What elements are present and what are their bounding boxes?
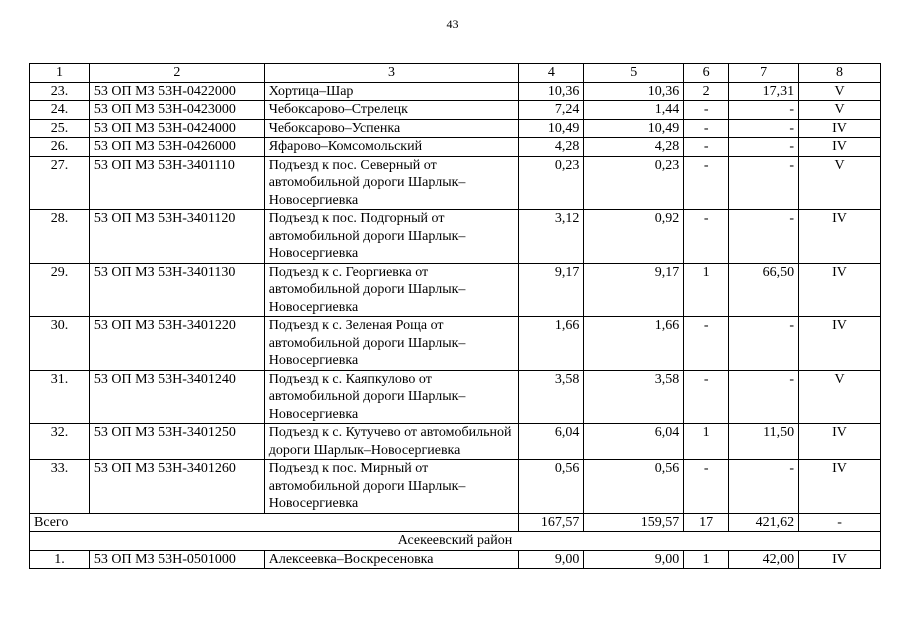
row-number-cell: 24. bbox=[30, 101, 90, 120]
road-name-cell: Чебоксарово–Стрелецк bbox=[264, 101, 519, 120]
col6-cell: - bbox=[684, 156, 729, 210]
col8-cell: IV bbox=[799, 460, 881, 514]
header-cell: 1 bbox=[30, 64, 90, 83]
col7-cell: 17,31 bbox=[729, 82, 799, 101]
row-number-cell: 33. bbox=[30, 460, 90, 514]
col4-cell: 3,58 bbox=[519, 370, 584, 424]
col6-cell: - bbox=[684, 101, 729, 120]
col5-cell: 1,66 bbox=[584, 317, 684, 371]
col7-cell: 42,00 bbox=[729, 550, 799, 569]
col4-cell: 10,49 bbox=[519, 119, 584, 138]
col8-cell: V bbox=[799, 101, 881, 120]
col6-cell: 1 bbox=[684, 550, 729, 569]
table-row bbox=[30, 317, 881, 371]
col4-cell: 7,24 bbox=[519, 101, 584, 120]
col7-cell: - bbox=[729, 101, 799, 120]
road-code-cell: 53 ОП МЗ 53Н-0423000 bbox=[89, 101, 264, 120]
header-cell: 2 bbox=[89, 64, 264, 83]
total-label: Всего bbox=[30, 513, 519, 532]
road-name-cell: Подъезд к с. Кутучево от автомобильной дороги Шарлык–Новосергиевка bbox=[264, 424, 519, 460]
col8-cell: IV bbox=[799, 263, 881, 317]
row-number-cell: 30. bbox=[30, 317, 90, 371]
row-number-cell: 27. bbox=[30, 156, 90, 210]
total-col7: 421,62 bbox=[729, 513, 799, 532]
col6-cell: - bbox=[684, 210, 729, 264]
col4-cell: 10,36 bbox=[519, 82, 584, 101]
header-cell: 7 bbox=[729, 64, 799, 83]
road-name-cell: Подъезд к пос. Мирный от автомобильной дороги Шарлык–Новосергиевка bbox=[264, 460, 519, 514]
col8-cell: IV bbox=[799, 119, 881, 138]
col6-cell: - bbox=[684, 370, 729, 424]
col6-cell: 1 bbox=[684, 424, 729, 460]
table-row bbox=[30, 424, 881, 460]
header-cell: 4 bbox=[519, 64, 584, 83]
col8-cell: IV bbox=[799, 138, 881, 157]
col7-cell: - bbox=[729, 210, 799, 264]
road-code-cell: 53 ОП МЗ 53Н-3401250 bbox=[89, 424, 264, 460]
col8-cell: IV bbox=[799, 317, 881, 371]
row-number-cell: 32. bbox=[30, 424, 90, 460]
col8-cell: V bbox=[799, 82, 881, 101]
road-code-cell: 53 ОП МЗ 53Н-0426000 bbox=[89, 138, 264, 157]
col8-cell: V bbox=[799, 370, 881, 424]
col5-cell: 10,49 bbox=[584, 119, 684, 138]
header-cell: 8 bbox=[799, 64, 881, 83]
row-number-cell: 29. bbox=[30, 263, 90, 317]
col8-cell: V bbox=[799, 156, 881, 210]
col6-cell: - bbox=[684, 138, 729, 157]
road-name-cell: Подъезд к с. Каяпкулово от автомобильной дороги Шарлык–Новосергиевка bbox=[264, 370, 519, 424]
road-code-cell: 53 ОП МЗ 53Н-3401220 bbox=[89, 317, 264, 371]
table-row bbox=[30, 138, 881, 157]
col5-cell: 9,17 bbox=[584, 263, 684, 317]
road-name-cell: Хортица–Шар bbox=[264, 82, 519, 101]
section-header-row bbox=[30, 532, 881, 551]
road-code-cell: 53 ОП МЗ 53Н-3401120 bbox=[89, 210, 264, 264]
header-cell: 3 bbox=[264, 64, 519, 83]
row-number-cell: 23. bbox=[30, 82, 90, 101]
road-code-cell: 53 ОП МЗ 53Н-3401240 bbox=[89, 370, 264, 424]
road-name-cell: Подъезд к с. Георгиевка от автомобильной дороги Шарлык–Новосергиевка bbox=[264, 263, 519, 317]
roads-table bbox=[29, 63, 881, 569]
col6-cell: - bbox=[684, 119, 729, 138]
col4-cell: 0,56 bbox=[519, 460, 584, 514]
road-code-cell: 53 ОП МЗ 53Н-0422000 bbox=[89, 82, 264, 101]
road-code-cell: 53 ОП МЗ 53Н-0424000 bbox=[89, 119, 264, 138]
table-row bbox=[30, 101, 881, 120]
col6-cell: 1 bbox=[684, 263, 729, 317]
page-number: 43 bbox=[446, 17, 459, 31]
road-name-cell: Чебоксарово–Успенка bbox=[264, 119, 519, 138]
col5-cell: 4,28 bbox=[584, 138, 684, 157]
table-row bbox=[30, 460, 881, 514]
col4-cell: 3,12 bbox=[519, 210, 584, 264]
col7-cell: - bbox=[729, 370, 799, 424]
row-number-cell: 31. bbox=[30, 370, 90, 424]
header-row bbox=[30, 64, 881, 83]
table-row bbox=[30, 550, 881, 569]
col7-cell: - bbox=[729, 156, 799, 210]
total-col6: 17 bbox=[684, 513, 729, 532]
col7-cell: - bbox=[729, 138, 799, 157]
road-code-cell: 53 ОП МЗ 53Н-3401110 bbox=[89, 156, 264, 210]
col7-cell: 66,50 bbox=[729, 263, 799, 317]
col5-cell: 0,56 bbox=[584, 460, 684, 514]
section-title: Асекеевский район bbox=[30, 532, 881, 551]
row-number-cell: 26. bbox=[30, 138, 90, 157]
road-code-cell: 53 ОП МЗ 53Н-3401260 bbox=[89, 460, 264, 514]
col4-cell: 9,17 bbox=[519, 263, 584, 317]
col4-cell: 6,04 bbox=[519, 424, 584, 460]
total-col8: - bbox=[799, 513, 881, 532]
header-cell: 6 bbox=[684, 64, 729, 83]
total-col4: 167,57 bbox=[519, 513, 584, 532]
col5-cell: 0,92 bbox=[584, 210, 684, 264]
col6-cell: - bbox=[684, 460, 729, 514]
col7-cell: - bbox=[729, 317, 799, 371]
road-name-cell: Яфарово–Комсомольский bbox=[264, 138, 519, 157]
col4-cell: 0,23 bbox=[519, 156, 584, 210]
row-number-cell: 28. bbox=[30, 210, 90, 264]
row-number-cell: 1. bbox=[30, 550, 90, 569]
road-name-cell: Подъезд к пос. Подгорный от автомобильной дороги Шарлык–Новосергиевка bbox=[264, 210, 519, 264]
table-row bbox=[30, 82, 881, 101]
col6-cell: - bbox=[684, 317, 729, 371]
col8-cell: IV bbox=[799, 424, 881, 460]
road-name-cell: Алексеевка–Воскресеновка bbox=[264, 550, 519, 569]
col5-cell: 6,04 bbox=[584, 424, 684, 460]
col5-cell: 10,36 bbox=[584, 82, 684, 101]
col8-cell: IV bbox=[799, 210, 881, 264]
col5-cell: 1,44 bbox=[584, 101, 684, 120]
col6-cell: 2 bbox=[684, 82, 729, 101]
col4-cell: 1,66 bbox=[519, 317, 584, 371]
road-name-cell: Подъезд к с. Зеленая Роща от автомобильной дороги Шарлык–Новосергиевка bbox=[264, 317, 519, 371]
col4-cell: 9,00 bbox=[519, 550, 584, 569]
col5-cell: 3,58 bbox=[584, 370, 684, 424]
table-row bbox=[30, 263, 881, 317]
table-row bbox=[30, 119, 881, 138]
row-number-cell: 25. bbox=[30, 119, 90, 138]
total-row bbox=[30, 513, 881, 532]
col5-cell: 0,23 bbox=[584, 156, 684, 210]
header-cell: 5 bbox=[584, 64, 684, 83]
road-name-cell: Подъезд к пос. Северный от автомобильной дороги Шарлык–Новосергиевка bbox=[264, 156, 519, 210]
table-row bbox=[30, 370, 881, 424]
col5-cell: 9,00 bbox=[584, 550, 684, 569]
col7-cell: - bbox=[729, 460, 799, 514]
col4-cell: 4,28 bbox=[519, 138, 584, 157]
col7-cell: - bbox=[729, 119, 799, 138]
col8-cell: IV bbox=[799, 550, 881, 569]
table-row bbox=[30, 210, 881, 264]
col7-cell: 11,50 bbox=[729, 424, 799, 460]
total-col5: 159,57 bbox=[584, 513, 684, 532]
road-code-cell: 53 ОП МЗ 53Н-3401130 bbox=[89, 263, 264, 317]
road-code-cell: 53 ОП МЗ 53Н-0501000 bbox=[89, 550, 264, 569]
table-row bbox=[30, 156, 881, 210]
